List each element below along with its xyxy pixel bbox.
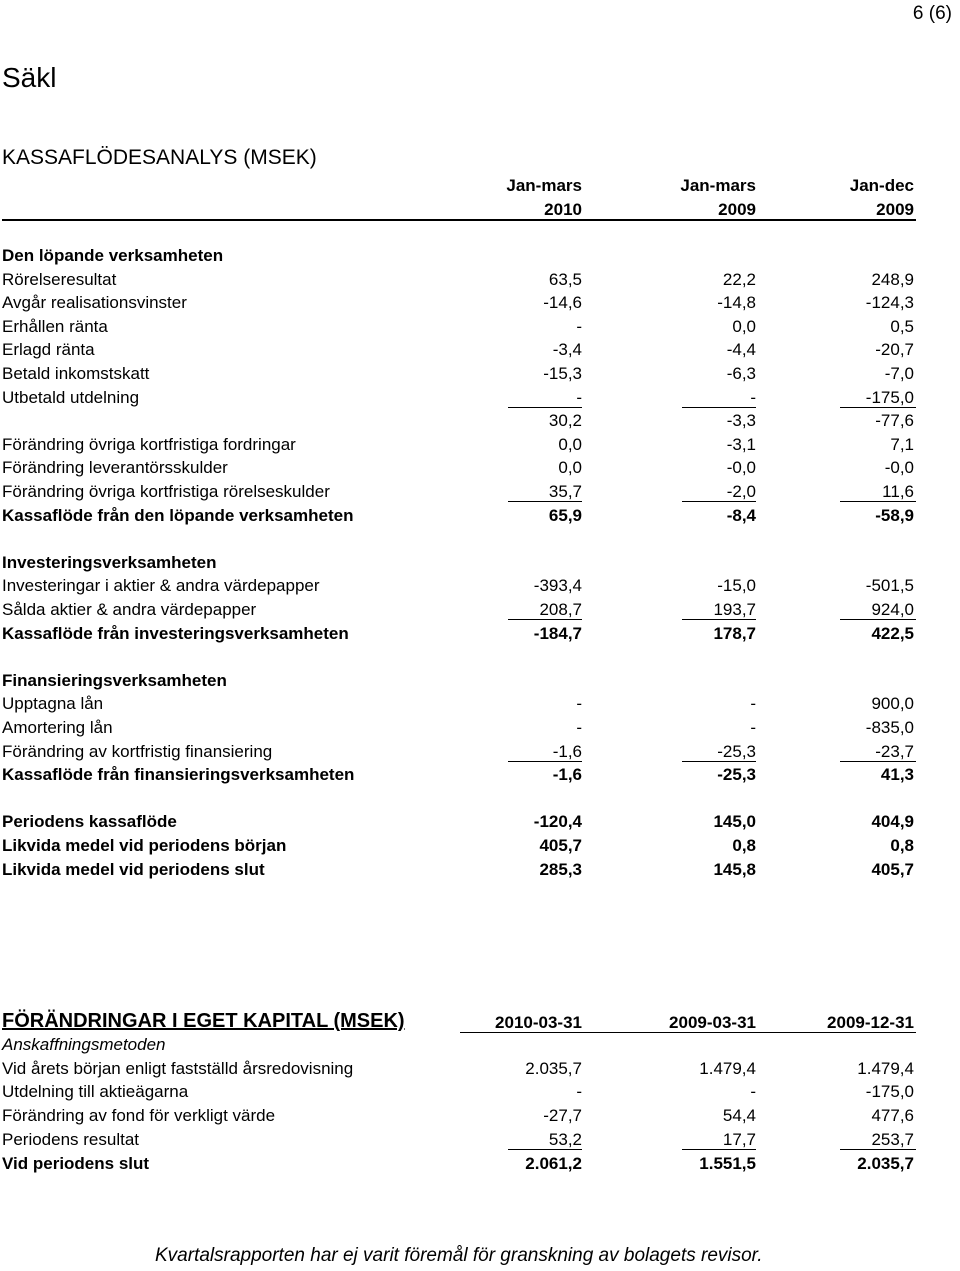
row-label: Periodens kassaflöde	[2, 812, 177, 832]
sum-underline	[682, 1149, 756, 1150]
row-value-col3: 405,7	[871, 859, 914, 879]
row-value-col3: 924,0	[871, 600, 914, 619]
row-value-col3: 7,1	[890, 434, 914, 454]
row-label: Vid årets början enligt fastställd årsredovisning	[2, 1058, 354, 1078]
row-value-col1: -	[576, 316, 582, 336]
cashflow-row	[0, 622, 960, 645]
row-value-col3: 0,5	[890, 316, 914, 336]
row-value-col3: 900,0	[871, 694, 914, 714]
row-label: Avgår realisationsvinster	[2, 293, 187, 313]
equity-row	[0, 1057, 960, 1080]
cashflow-row	[0, 858, 960, 881]
sum-underline	[508, 1149, 582, 1150]
row-value-col3: -175,0	[865, 387, 914, 407]
cashflow-row	[0, 763, 960, 786]
row-value-col2: -3,3	[726, 411, 756, 431]
sum-underline	[840, 407, 916, 408]
row-label: Erhållen ränta	[2, 316, 108, 336]
cashflow-row	[0, 551, 960, 574]
row-label: Kassaflöde från den löpande verksamheten	[2, 505, 354, 525]
col-header-2-line1: Jan-mars	[680, 176, 756, 195]
row-value-col1: 53,2	[548, 1129, 582, 1149]
row-value-col1: 2.061,2	[525, 1153, 582, 1173]
row-value-col1: 63,5	[548, 269, 582, 289]
row-value-col3: -20,7	[875, 340, 914, 360]
cashflow-row	[0, 598, 960, 621]
equity-row	[0, 1080, 960, 1103]
row-label: Likvida medel vid periodens början	[2, 836, 287, 855]
cashflow-row	[0, 409, 960, 432]
col-header-1-line2: 2010	[544, 200, 582, 219]
row-label: Sålda aktier & andra värdepapper	[2, 600, 257, 619]
row-value-col1: -184,7	[533, 623, 582, 643]
col-header-1-line1: Jan-mars	[506, 176, 582, 195]
row-value-col1: -3,4	[552, 340, 582, 360]
row-value-col1: 35,7	[548, 482, 582, 501]
row-value-col3: 2.035,7	[857, 1153, 914, 1173]
row-value-col2: -	[750, 694, 756, 714]
sum-underline	[508, 619, 582, 620]
row-label: Kassaflöde från finansieringsverksamheten	[2, 765, 355, 785]
equity-col-header-1: 2010-03-31	[495, 1013, 582, 1032]
row-value-col2: -	[750, 1082, 756, 1102]
row-value-col3: 422,5	[871, 623, 914, 643]
row-label: Erlagd ränta	[2, 340, 95, 360]
cashflow-row	[0, 291, 960, 314]
row-label: Finansieringsverksamheten	[2, 670, 227, 690]
cashflow-row	[0, 834, 960, 857]
row-value-col2: -2,0	[726, 482, 756, 501]
sum-underline	[508, 501, 582, 502]
row-value-col2: -0,0	[726, 458, 756, 478]
row-value-col2: -6,3	[726, 364, 756, 383]
row-label: Utdelning till aktieägarna	[2, 1082, 189, 1102]
row-value-col1: 30,2	[548, 411, 582, 431]
col-header-2-line2: 2009	[718, 200, 756, 219]
row-label: Periodens resultat	[2, 1129, 140, 1149]
row-value-col1: 285,3	[539, 859, 582, 879]
page-number: 6 (6)	[912, 3, 952, 24]
row-value-col3: -23,7	[875, 741, 914, 761]
row-value-col2: -25,3	[717, 741, 756, 761]
cashflow-row	[0, 244, 960, 267]
row-value-col3: -58,9	[875, 505, 914, 525]
row-value-col1: -	[576, 718, 582, 737]
row-value-col2: -3,1	[726, 434, 756, 454]
row-value-col3: 0,8	[890, 836, 914, 855]
cashflow-row	[0, 787, 960, 810]
row-value-col2: 193,7	[713, 600, 756, 619]
row-value-col1: -27,7	[543, 1106, 582, 1126]
row-value-col3: -175,0	[865, 1082, 914, 1102]
footer-note: Kvartalsrapporten har ej varit föremål för granskning av bolagets revisor.	[155, 1245, 763, 1266]
row-label: Förändring leverantörsskulder	[2, 458, 228, 478]
row-value-col1: -393,4	[533, 576, 582, 596]
cashflow-row	[0, 716, 960, 739]
row-value-col2: 0,8	[732, 836, 756, 855]
sum-underline	[840, 619, 916, 620]
row-value-col2: -14,8	[717, 293, 756, 313]
equity-row	[0, 1104, 960, 1127]
company-name: Säkl	[2, 62, 57, 93]
sum-underline	[682, 761, 756, 762]
cashflow-row	[0, 480, 960, 503]
row-value-col1: -1,6	[552, 741, 582, 761]
cashflow-row	[0, 527, 960, 550]
row-value-col3: 1.479,4	[857, 1058, 914, 1078]
header-rule	[2, 219, 916, 221]
row-value-col1: -	[576, 694, 582, 714]
cashflow-row	[0, 504, 960, 527]
sum-underline	[682, 407, 756, 408]
cashflow-row	[0, 362, 960, 385]
sum-underline	[840, 1149, 916, 1150]
row-value-col3: 404,9	[871, 812, 914, 832]
row-value-col1: -	[576, 1082, 582, 1102]
cashflow-row	[0, 315, 960, 338]
equity-title: FÖRÄNDRINGAR I EGET KAPITAL (MSEK)	[2, 1010, 405, 1032]
row-value-col2: 145,8	[713, 859, 756, 879]
cashflow-row	[0, 669, 960, 692]
row-value-col1: 405,7	[539, 836, 582, 855]
row-value-col2: 22,2	[722, 269, 756, 289]
row-value-col3: -77,6	[875, 411, 914, 431]
row-label: Likvida medel vid periodens slut	[2, 859, 265, 879]
row-value-col1: -	[576, 387, 582, 407]
row-value-col3: 41,3	[880, 765, 914, 785]
row-label: Anskaffningsmetoden	[2, 1035, 166, 1054]
sum-underline	[508, 407, 582, 408]
row-value-col1: -15,3	[543, 364, 582, 383]
row-value-col1: -14,6	[543, 293, 582, 313]
row-label: Kassaflöde från investeringsverksamheten	[2, 623, 349, 643]
row-value-col1: 2.035,7	[525, 1058, 582, 1078]
row-value-col2: -25,3	[717, 765, 756, 785]
row-value-col1: 0,0	[558, 458, 582, 478]
row-label: Investeringsverksamheten	[2, 552, 217, 572]
row-label: Förändring övriga kortfristiga rörelseskulder	[2, 482, 330, 501]
cashflow-row	[0, 645, 960, 668]
cashflow-title: KASSAFLÖDESANALYS (MSEK)	[2, 146, 317, 169]
row-value-col3: -7,0	[884, 364, 914, 383]
row-value-col2: 1.479,4	[699, 1058, 756, 1078]
sum-underline	[840, 761, 916, 762]
row-value-col3: -835,0	[865, 718, 914, 737]
row-value-col2: 0,0	[732, 316, 756, 336]
row-label: Den löpande verksamheten	[2, 246, 224, 265]
row-value-col1: -1,6	[552, 765, 582, 785]
row-value-col2: -	[750, 718, 756, 737]
row-value-col2: 54,4	[722, 1106, 756, 1126]
cashflow-row	[0, 456, 960, 479]
row-label: Utbetald utdelning	[2, 387, 140, 407]
equity-col-header-3: 2009-12-31	[827, 1013, 914, 1032]
row-label: Amortering lån	[2, 718, 113, 737]
row-value-col3: 11,6	[882, 482, 914, 501]
row-value-col3: -0,0	[884, 458, 914, 478]
cashflow-row	[0, 574, 960, 597]
row-value-col1: -120,4	[533, 812, 582, 832]
row-label: Upptagna lån	[2, 694, 104, 714]
col-header-3-line2: 2009	[876, 200, 914, 219]
row-value-col2: -8,4	[726, 505, 756, 525]
row-label: Förändring av kortfristig finansiering	[2, 741, 273, 761]
row-value-col1: 208,7	[539, 600, 582, 619]
sum-underline	[840, 501, 916, 502]
equity-row	[0, 1033, 960, 1056]
row-value-col2: -	[750, 387, 756, 407]
row-value-col1: 0,0	[558, 434, 582, 454]
row-value-col3: 253,7	[871, 1129, 914, 1149]
cashflow-row	[0, 268, 960, 291]
equity-row	[0, 1128, 960, 1151]
equity-col-header-2: 2009-03-31	[669, 1013, 756, 1032]
row-value-col2: -4,4	[726, 340, 756, 360]
sum-underline	[508, 761, 582, 762]
row-value-col2: -15,0	[717, 576, 756, 596]
sum-underline	[682, 619, 756, 620]
cashflow-row	[0, 810, 960, 833]
cashflow-row	[0, 692, 960, 715]
row-value-col3: 248,9	[871, 269, 914, 289]
col-header-3-line1: Jan-dec	[849, 176, 914, 195]
row-label: Rörelseresultat	[2, 269, 117, 289]
cashflow-row	[0, 740, 960, 763]
row-value-col3: -501,5	[865, 576, 914, 596]
row-value-col2: 17,7	[722, 1129, 756, 1149]
cashflow-row	[0, 338, 960, 361]
row-label: Betald inkomstskatt	[2, 364, 150, 383]
row-label: Förändring av fond för verkligt värde	[2, 1106, 276, 1126]
cashflow-row	[0, 386, 960, 409]
sum-underline	[682, 501, 756, 502]
row-label: Vid periodens slut	[2, 1153, 150, 1173]
cashflow-row	[0, 433, 960, 456]
row-value-col2: 1.551,5	[699, 1153, 756, 1173]
row-value-col2: 145,0	[713, 812, 756, 832]
row-value-col2: 178,7	[713, 623, 756, 643]
row-label: Investeringar i aktier & andra värdepapper	[2, 576, 320, 596]
row-value-col1: 65,9	[548, 505, 582, 525]
row-value-col3: 477,6	[871, 1106, 914, 1126]
row-label: Förändring övriga kortfristiga fordringar	[2, 434, 296, 454]
equity-row	[0, 1152, 960, 1175]
row-value-col3: -124,3	[865, 293, 914, 313]
